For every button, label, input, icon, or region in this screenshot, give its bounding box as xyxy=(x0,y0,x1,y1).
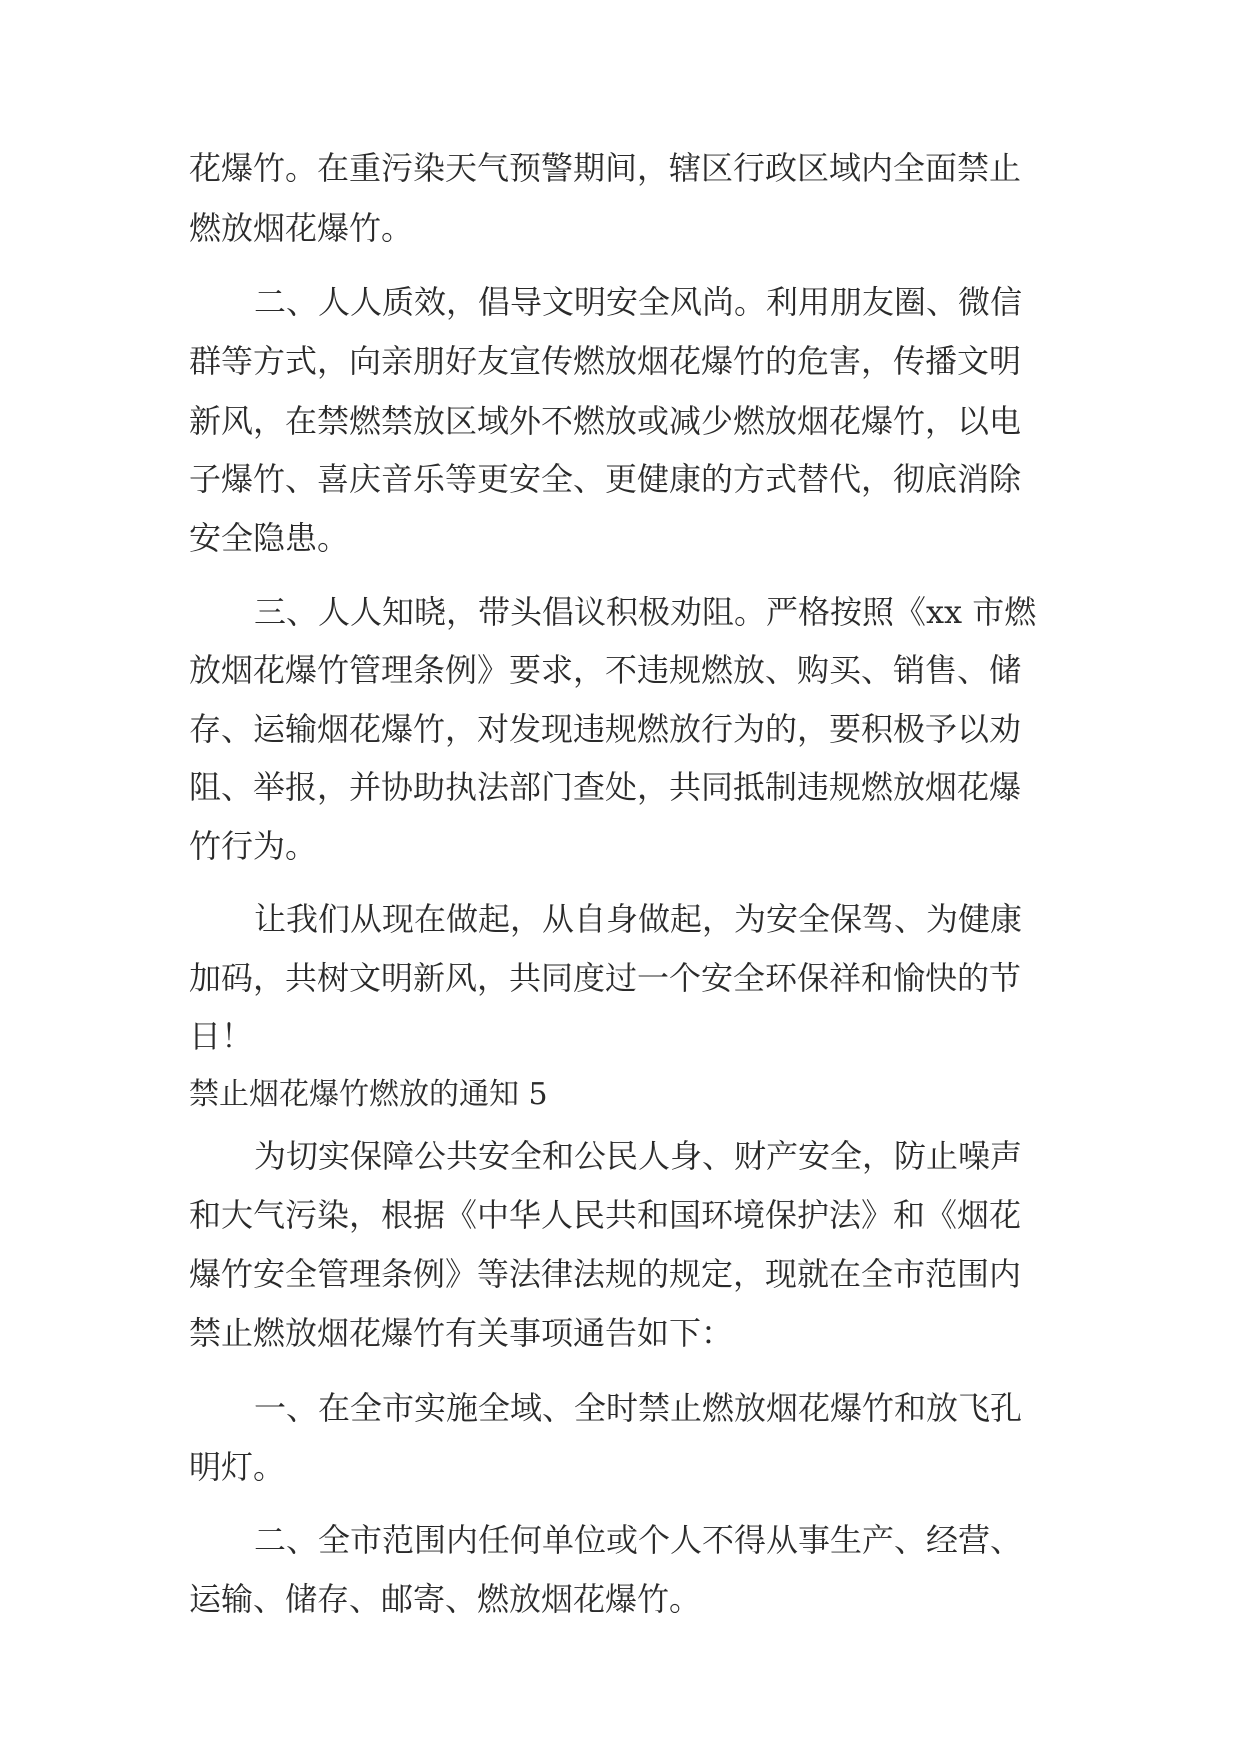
text-line: 运输、储存、邮寄、燃放烟花爆竹。 xyxy=(189,1580,702,1618)
text-line: 燃放烟花爆竹。 xyxy=(189,209,414,247)
text-line: 安全隐患。 xyxy=(189,519,350,557)
text-line: 花爆竹。在重污染天气预警期间，辖区行政区域内全面禁止 xyxy=(189,149,1022,187)
paragraph-start: 让我们从现在做起，从自身做起，为安全保驾、为健康 xyxy=(254,900,1023,938)
paragraph-start: 三、人人知晓，带头倡议积极劝阻。严格按照《xx 市燃 xyxy=(254,593,1037,631)
text-line: 存、运输烟花爆竹，对发现违规燃放行为的，要积极予以劝 xyxy=(189,710,1022,748)
paragraph-start: 一、在全市实施全域、全时禁止燃放烟花爆竹和放飞孔 xyxy=(254,1389,1023,1427)
text-line: 阻、举报，并协助执法部门查处，共同抵制违规燃放烟花爆 xyxy=(189,768,1022,806)
text-line: 新风，在禁燃禁放区域外不燃放或减少燃放烟花爆竹，以电 xyxy=(189,402,1022,440)
section-heading: 禁止烟花爆竹燃放的通知 5 xyxy=(189,1077,548,1112)
text-line: 爆竹安全管理条例》等法律法规的规定，现就在全市范围内 xyxy=(189,1255,1022,1293)
text-line: 禁止燃放烟花爆竹有关事项通告如下： xyxy=(189,1314,734,1352)
text-line: 明灯。 xyxy=(189,1448,286,1486)
text-line: 日！ xyxy=(189,1017,254,1055)
text-line: 子爆竹、喜庆音乐等更安全、更健康的方式替代，彻底消除 xyxy=(189,460,1022,498)
paragraph-start: 二、全市范围内任何单位或个人不得从事生产、经营、 xyxy=(254,1521,1023,1559)
text-line: 群等方式，向亲朋好友宣传燃放烟花爆竹的危害，传播文明 xyxy=(189,342,1022,380)
text-line: 放烟花爆竹管理条例》要求，不违规燃放、购买、销售、储 xyxy=(189,651,1022,689)
text-line: 加码，共树文明新风，共同度过一个安全环保祥和愉快的节 xyxy=(189,959,1022,997)
text-line: 和大气污染，根据《中华人民共和国环境保护法》和《烟花 xyxy=(189,1196,1022,1234)
paragraph-start: 二、人人质效，倡导文明安全风尚。利用朋友圈、微信 xyxy=(254,283,1023,321)
paragraph-start: 为切实保障公共安全和公民人身、财产安全，防止噪声 xyxy=(254,1137,1023,1175)
text-line: 竹行为。 xyxy=(189,827,318,865)
